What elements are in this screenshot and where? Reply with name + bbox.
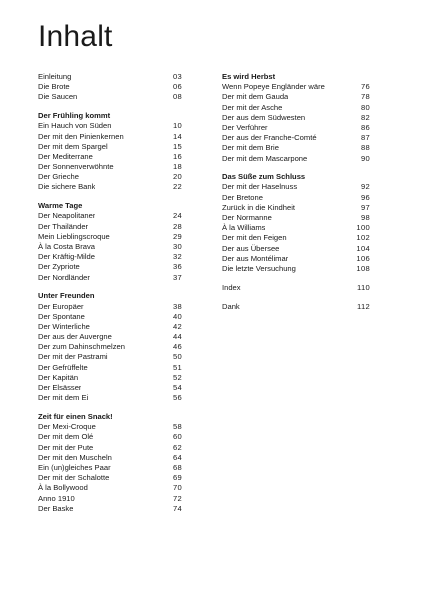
entry-title: Der Kräftig-Milde: [38, 252, 95, 262]
entry-page-number: 30: [172, 242, 182, 251]
toc-entry[interactable]: [222, 182, 370, 192]
entry-title: Die Brote: [38, 82, 70, 92]
toc-entry[interactable]: [38, 463, 182, 473]
entry-page-number: 46: [172, 342, 182, 352]
entry-title: Die sichere Bank: [38, 182, 96, 192]
toc-section: [222, 283, 370, 293]
entry-page-number: 22: [172, 182, 182, 192]
entry-title: Der Thailänder: [38, 221, 89, 231]
entry-title: Der mit dem Spargel: [38, 141, 108, 151]
entry-page-number: 80: [360, 102, 370, 112]
toc-section: [222, 172, 370, 274]
entry-title: Der mit der Pastrami: [38, 352, 108, 362]
toc-entry[interactable]: [38, 443, 182, 453]
entry-title: Der Baske: [38, 503, 74, 513]
toc-entry[interactable]: [38, 252, 182, 262]
entry-page-number: 14: [172, 131, 182, 141]
toc-entry[interactable]: [222, 203, 370, 213]
entry-title: Der Neapolitaner: [38, 211, 96, 221]
toc-entry[interactable]: [38, 132, 182, 142]
section-heading: Zeit für einen Snack!: [38, 412, 113, 421]
toc-entry[interactable]: [222, 193, 370, 203]
entry-title: Der Mediterrane: [38, 151, 93, 161]
toc-entry[interactable]: [38, 453, 182, 463]
entry-title: Der Elsässer: [38, 383, 82, 393]
toc-entry[interactable]: [38, 273, 182, 283]
toc-section: [38, 72, 182, 103]
toc-entry[interactable]: [222, 133, 370, 143]
entry-page-number: 29: [172, 231, 182, 241]
toc-section: [38, 111, 182, 193]
entry-page-number: 104: [356, 243, 370, 253]
toc-entry[interactable]: [222, 264, 370, 274]
entry-title: Der Gefrüffelte: [38, 362, 88, 372]
entry-title: Wenn Popeye Engländer wäre: [222, 82, 325, 92]
entry-page-number: 82: [360, 112, 370, 122]
entry-page-number: 20: [172, 172, 182, 182]
entry-page-number: 87: [360, 133, 370, 143]
entry-page-number: 78: [360, 92, 370, 102]
entry-title: Der mit den Pinienkernen: [38, 131, 124, 141]
entry-title: Mein Lieblingscroque: [38, 231, 110, 241]
entry-title: Der Grieche: [38, 172, 79, 182]
entry-page-number: 62: [172, 442, 182, 452]
toc-entry[interactable]: [222, 254, 370, 264]
toc-right-column: [222, 72, 370, 320]
entry-title: Der aus der Auvergne: [38, 332, 112, 342]
toc-entry[interactable]: [38, 494, 182, 504]
entry-page-number: 76: [360, 82, 370, 92]
entry-title: Der Zypriote: [38, 262, 80, 272]
entry-title: Die letzte Versuchung: [222, 263, 296, 273]
page-title: Inhalt: [38, 20, 113, 53]
entry-title: Zurück in die Kindheit: [222, 202, 296, 212]
toc-entry[interactable]: [38, 473, 182, 483]
toc-entry[interactable]: [38, 504, 182, 514]
entry-title: Index: [222, 282, 241, 292]
entry-title: Der aus dem Südwesten: [222, 112, 306, 122]
entry-page-number: 72: [172, 493, 182, 503]
entry-page-number: 112: [356, 301, 370, 311]
toc-entry[interactable]: [38, 432, 182, 442]
toc-entry[interactable]: [38, 262, 182, 272]
toc-entry[interactable]: [38, 121, 182, 131]
toc-entry[interactable]: [38, 483, 182, 493]
toc-entry[interactable]: [222, 113, 370, 123]
entry-page-number: 54: [172, 383, 182, 393]
entry-title: Der mit dem Brie: [222, 143, 279, 153]
toc-entry[interactable]: [222, 283, 370, 293]
section-heading: Das Süße zum Schluss: [222, 172, 306, 182]
toc-entry[interactable]: [222, 223, 370, 233]
toc-entry[interactable]: [38, 211, 182, 221]
toc-entry[interactable]: [222, 233, 370, 243]
entry-title: À la Costa Brava: [38, 242, 95, 251]
entry-title: Der zum Dahinschmelzen: [38, 342, 125, 352]
entry-title: Ein Hauch von Süden: [38, 121, 112, 131]
entry-page-number: 108: [356, 263, 370, 273]
toc-entry[interactable]: [222, 244, 370, 254]
toc-section: [38, 291, 182, 403]
entry-title: À la Bollywood: [38, 483, 88, 493]
entry-title: Der mit der Asche: [222, 102, 283, 112]
entry-title: Der mit dem Mascarpone: [222, 153, 308, 163]
entry-page-number: 40: [172, 311, 182, 321]
entry-title: Der mit dem Gauda: [222, 92, 289, 102]
toc-entry[interactable]: [38, 302, 182, 312]
entry-page-number: 90: [360, 153, 370, 163]
entry-page-number: 110: [356, 282, 370, 292]
entry-title: Der aus der Franche-Comté: [222, 133, 317, 143]
entry-page-number: 74: [172, 503, 182, 513]
entry-title: Der mit den Feigen: [222, 233, 287, 243]
entry-page-number: 70: [172, 483, 182, 493]
entry-page-number: 97: [360, 202, 370, 212]
entry-title: Der Normanne: [222, 213, 272, 223]
entry-title: Der mit der Pute: [38, 442, 94, 452]
entry-title: Der Europäer: [38, 301, 84, 311]
entry-page-number: 86: [360, 122, 370, 132]
entry-page-number: 56: [172, 393, 182, 403]
entry-title: Der aus Übersee: [222, 243, 280, 253]
toc-entry[interactable]: [38, 332, 182, 342]
entry-page-number: 64: [172, 452, 182, 462]
entry-page-number: 88: [360, 143, 370, 153]
toc-entry[interactable]: [38, 162, 182, 172]
entry-page-number: 92: [360, 182, 370, 192]
toc-entry[interactable]: [222, 213, 370, 223]
entry-title: Dank: [222, 301, 240, 311]
toc-entry[interactable]: [222, 154, 370, 164]
toc-entry[interactable]: [38, 393, 182, 403]
entry-title: Der mit der Schalotte: [38, 473, 110, 483]
entry-title: Der Sonnenverwöhnte: [38, 162, 114, 172]
entry-page-number: 100: [356, 223, 370, 233]
toc-entry[interactable]: [222, 143, 370, 153]
toc-entry[interactable]: [38, 142, 182, 152]
entry-title: Die Saucen: [38, 92, 78, 102]
toc-entry[interactable]: [38, 373, 182, 383]
toc-section: [222, 72, 370, 164]
entry-page-number: 15: [172, 141, 182, 151]
toc-entry[interactable]: [38, 222, 182, 232]
toc-entry[interactable]: [38, 172, 182, 182]
toc-entry[interactable]: [38, 363, 182, 373]
entry-title: Der Verführer: [222, 122, 268, 132]
toc-entry[interactable]: [38, 82, 182, 92]
entry-page-number: 106: [356, 253, 370, 263]
entry-page-number: 08: [172, 92, 182, 102]
entry-title: À la Williams: [222, 223, 266, 233]
entry-page-number: 32: [172, 252, 182, 262]
toc-entry[interactable]: [222, 103, 370, 113]
entry-page-number: 03: [172, 72, 182, 81]
entry-page-number: 10: [172, 121, 182, 131]
entry-title: Der mit der Haselnuss: [222, 182, 298, 192]
toc-section: [38, 412, 182, 514]
entry-title: Der Spontane: [38, 311, 85, 321]
toc-entry[interactable]: [222, 92, 370, 102]
entry-page-number: 42: [172, 321, 182, 331]
entry-title: Der Winterliche: [38, 321, 90, 331]
toc-section: [222, 302, 370, 312]
entry-page-number: 38: [172, 301, 182, 311]
section-heading: Der Frühling kommt: [38, 111, 111, 121]
toc-entry[interactable]: [38, 92, 182, 102]
entry-page-number: 16: [172, 151, 182, 161]
entry-page-number: 98: [360, 213, 370, 223]
entry-page-number: 102: [356, 233, 370, 243]
entry-page-number: 58: [172, 422, 182, 432]
toc-entry[interactable]: [222, 82, 370, 92]
section-heading: Warme Tage: [38, 201, 83, 211]
toc-entry[interactable]: [38, 232, 182, 242]
entry-title: Der Mexi-Croque: [38, 422, 96, 432]
entry-page-number: 44: [172, 332, 182, 342]
entry-page-number: 06: [172, 82, 182, 92]
toc-entry[interactable]: [38, 383, 182, 393]
entry-page-number: 18: [172, 162, 182, 172]
toc-left-column: [38, 72, 182, 522]
entry-title: Der Kapitän: [38, 372, 79, 382]
section-heading: Unter Freunden: [38, 291, 95, 301]
entry-page-number: 28: [172, 221, 182, 231]
entry-title: Der mit dem Ei: [38, 393, 89, 403]
entry-title: Der aus Montélimar: [222, 253, 289, 263]
entry-page-number: 37: [172, 272, 182, 282]
toc-entry[interactable]: [38, 242, 182, 252]
entry-title: Ein (un)gleiches Paar: [38, 462, 111, 472]
entry-title: Einleitung: [38, 72, 72, 81]
entry-title: Anno 1910: [38, 493, 75, 503]
toc-entry[interactable]: [38, 422, 182, 432]
entry-page-number: 96: [360, 192, 370, 202]
entry-page-number: 50: [172, 352, 182, 362]
entry-page-number: 68: [172, 462, 182, 472]
entry-title: Der mit den Muscheln: [38, 452, 112, 462]
entry-page-number: 52: [172, 372, 182, 382]
toc-entry[interactable]: [38, 182, 182, 192]
entry-title: Der mit dem Olé: [38, 432, 94, 442]
entry-page-number: 24: [172, 211, 182, 221]
entry-page-number: 51: [172, 362, 182, 372]
toc-section: [38, 201, 182, 283]
entry-page-number: 69: [172, 473, 182, 483]
toc-entry[interactable]: [38, 342, 182, 352]
entry-page-number: 36: [172, 262, 182, 272]
entry-page-number: 60: [172, 432, 182, 442]
toc-entry[interactable]: [38, 72, 182, 82]
entry-title: Der Bretone: [222, 192, 263, 202]
toc-entry[interactable]: [38, 352, 182, 362]
section-heading: Es wird Herbst: [222, 72, 276, 81]
toc-entry[interactable]: [222, 302, 370, 312]
toc-entry[interactable]: [38, 312, 182, 322]
toc-entry[interactable]: [38, 152, 182, 162]
toc-entry[interactable]: [38, 322, 182, 332]
toc-entry[interactable]: [222, 123, 370, 133]
entry-title: Der Nordländer: [38, 272, 90, 282]
